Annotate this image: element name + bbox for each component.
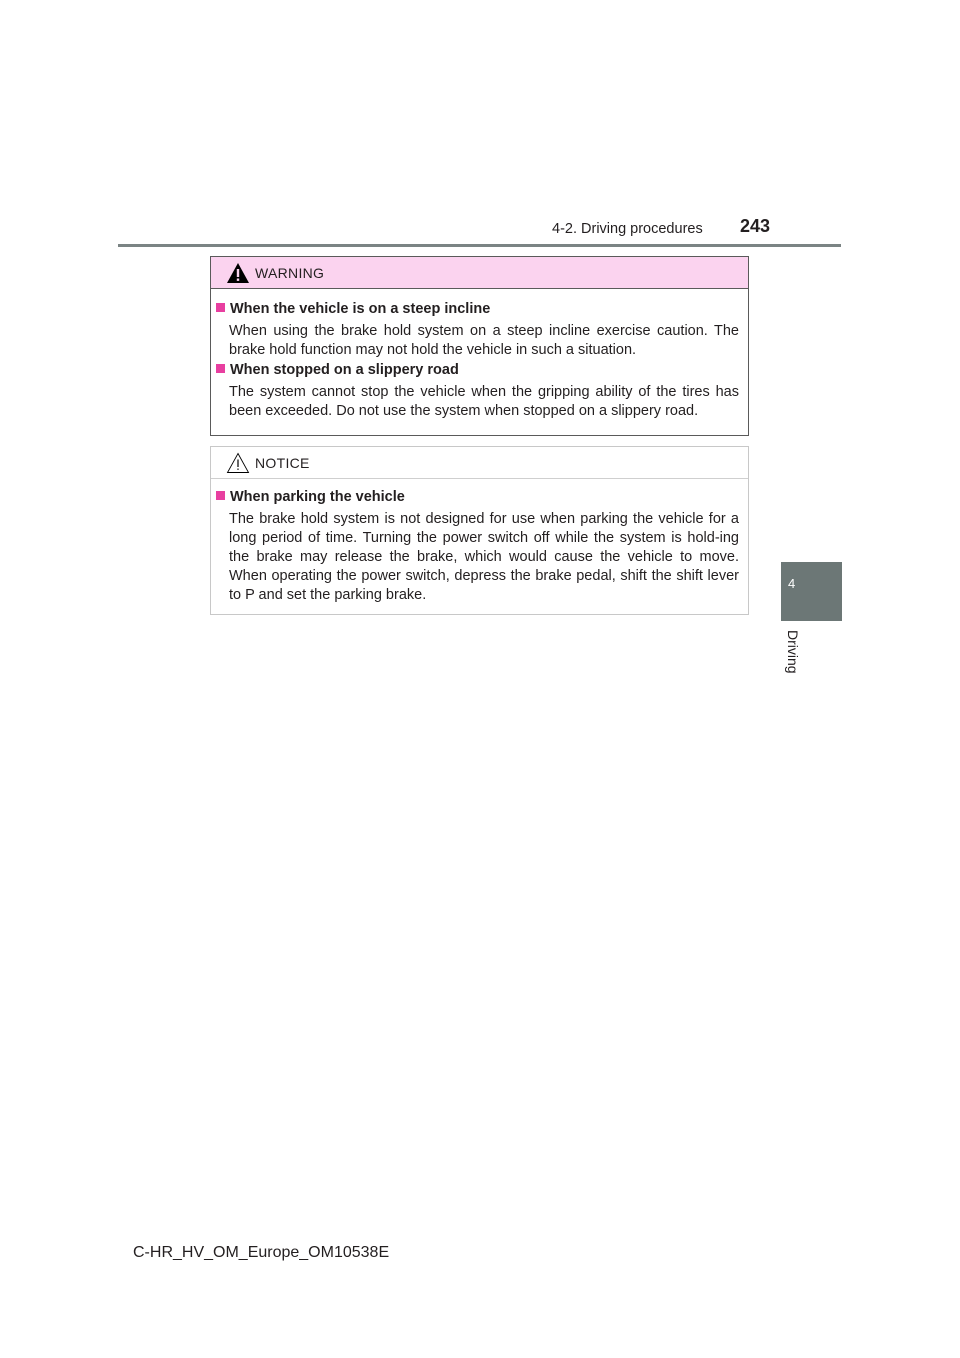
page-number: 243 <box>740 216 771 236</box>
warning-item-heading <box>216 301 490 317</box>
chapter-tab <box>781 562 842 621</box>
chapter-label: Driving <box>785 630 801 674</box>
notice-title: NOTICE <box>255 455 310 471</box>
warning-item-heading <box>216 362 459 378</box>
warning-item-body: The system cannot stop the vehicle when the gripping ability of the tires has been exceeded. Do not use the system when stopped on a slippery road. <box>229 384 739 419</box>
warning-header <box>211 257 748 289</box>
notice-header <box>211 447 748 479</box>
notice-item-heading <box>216 489 405 505</box>
notice-box <box>210 446 749 615</box>
notice-item-body: The brake hold system is not designed for use when parking the vehicle for a long period of time. Turning the power switch off while the system is hold-ing the brake may release the brake, which would cause the vehicle to move. When operating the power switch, depress the brake pedal, shift the shift lever to P and set the parking brake. <box>229 511 739 603</box>
bullet-icon <box>216 364 225 373</box>
header-rule <box>118 244 841 247</box>
bullet-icon <box>216 491 225 500</box>
chapter-number: 4 <box>788 576 796 591</box>
warning-item-body: When using the brake hold system on a steep incline exercise caution. The brake hold function may not hold the vehicle in such a situation. <box>229 323 739 358</box>
warning-box <box>210 256 749 436</box>
caution-triangle-icon <box>226 452 250 474</box>
warning-item-heading-text: When stopped on a slippery road <box>230 362 459 378</box>
header-section-title: 4-2. Driving procedures <box>552 221 703 237</box>
warning-icon <box>226 262 250 284</box>
notice-item-heading-text: When parking the vehicle <box>230 489 405 505</box>
document-code: C-HR_HV_OM_Europe_OM10538E <box>133 1244 390 1261</box>
warning-title: WARNING <box>255 265 325 281</box>
bullet-icon <box>216 303 225 312</box>
warning-item-heading-text: When the vehicle is on a steep incline <box>230 301 491 317</box>
